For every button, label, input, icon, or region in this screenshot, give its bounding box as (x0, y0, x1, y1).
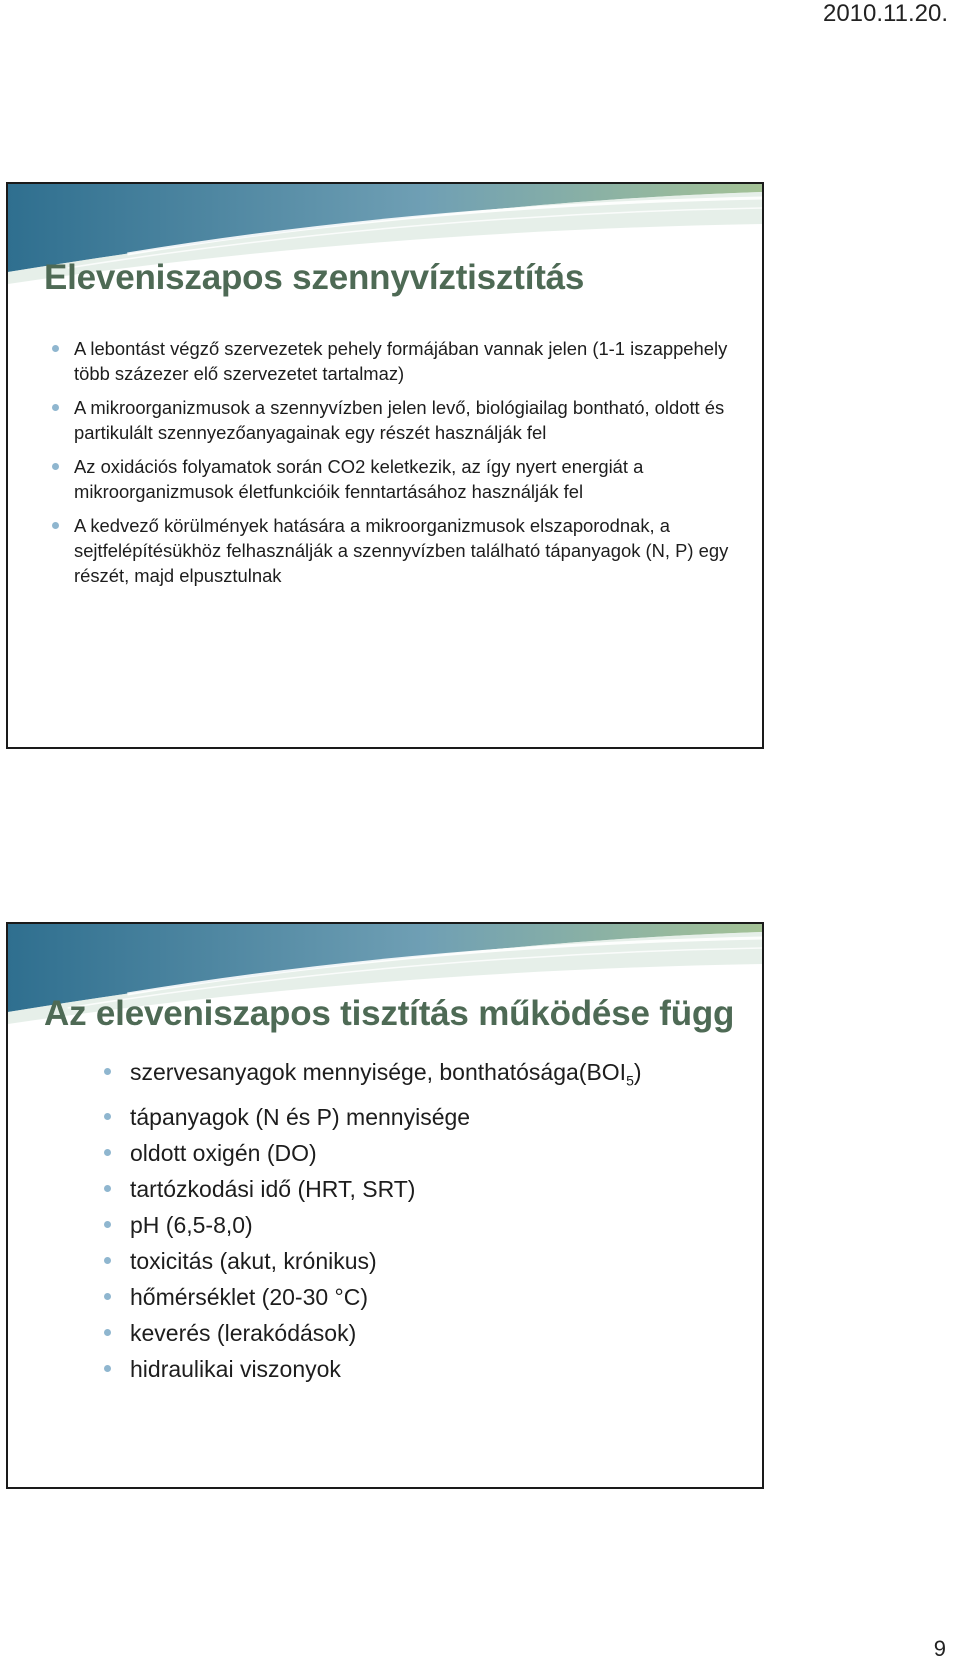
bullet-icon (104, 1365, 111, 1372)
list-item (52, 513, 732, 588)
bullet-icon (52, 345, 59, 352)
list-item-text: A mikroorganizmusok a szennyvízben jelen levő, biológiailag bontható, oldott és partikulált szennyezőanyagainak egy részét használják fel (74, 397, 725, 443)
slide-title: Eleveniszapos szennyvíztisztítás (44, 258, 585, 297)
bullet-icon (104, 1293, 111, 1300)
slide-2 (6, 922, 764, 1489)
slide-title: Az eleveniszapos tisztítás működése függ (44, 994, 735, 1033)
bullet-icon (104, 1329, 111, 1336)
list-item (104, 1243, 724, 1279)
list-item-text: oldott oxigén (DO) (130, 1139, 317, 1166)
list-item (104, 1171, 724, 1207)
slide-1 (6, 182, 764, 749)
list-item-text: A lebontást végző szervezetek pehely formájában vannak jelen (1-1 iszappehely több százezer elő szervezetet tartalmaz) (74, 338, 728, 384)
list-item (104, 1315, 724, 1351)
list-item-text: toxicitás (akut, krónikus) (130, 1247, 377, 1274)
bullet-list (52, 336, 732, 597)
list-item-text: tartózkodási idő (HRT, SRT) (130, 1175, 416, 1202)
page-number: 9 (933, 1636, 946, 1661)
list-item (104, 1279, 724, 1315)
list-item (104, 1351, 724, 1387)
list-item-text: Az oxidációs folyamatok során CO2 keletkezik, az így nyert energiát a mikroorganizmusok életfunkcióik fenntartásához használják fel (74, 456, 644, 502)
bullet-icon (52, 404, 59, 411)
page-date: 2010.11.20. (822, 0, 948, 27)
bullet-icon (104, 1221, 111, 1228)
bullet-icon (52, 522, 59, 529)
list-item (52, 395, 732, 445)
list-item-text: szervesanyagok mennyisége, bonthatósága(BOI (130, 1059, 627, 1085)
list-item (104, 1135, 724, 1171)
list-item-text: pH (6,5-8,0) (130, 1211, 253, 1238)
list-item (104, 1099, 724, 1135)
bullet-icon (104, 1257, 111, 1264)
list-item (52, 336, 732, 386)
list-item-text: hidraulikai viszonyok (130, 1355, 341, 1382)
list-item-text: keverés (lerakódások) (130, 1319, 357, 1346)
list-item (104, 1207, 724, 1243)
list-item-text: A kedvező körülmények hatására a mikroorganizmusok elszaporodnak, a sejtfelépítésükhöz felhasználják a szennyvízben található tápanyagok (N, P) egy részét, majd elpusztulnak (74, 515, 729, 586)
list-item-text: ) (633, 1059, 642, 1085)
bullet-icon (104, 1068, 111, 1075)
list-item (52, 454, 732, 504)
bullet-icon (52, 463, 59, 470)
bullet-icon (104, 1185, 111, 1192)
subscript: 5 (626, 1072, 634, 1089)
list-item (104, 1054, 724, 1099)
list-item-text: hőmérséklet (20-30 °C) (130, 1283, 369, 1310)
list-item-text: tápanyagok (N és P) mennyisége (130, 1103, 471, 1130)
bullet-icon (104, 1113, 111, 1120)
bullet-icon (104, 1149, 111, 1156)
bullet-list (104, 1054, 724, 1387)
